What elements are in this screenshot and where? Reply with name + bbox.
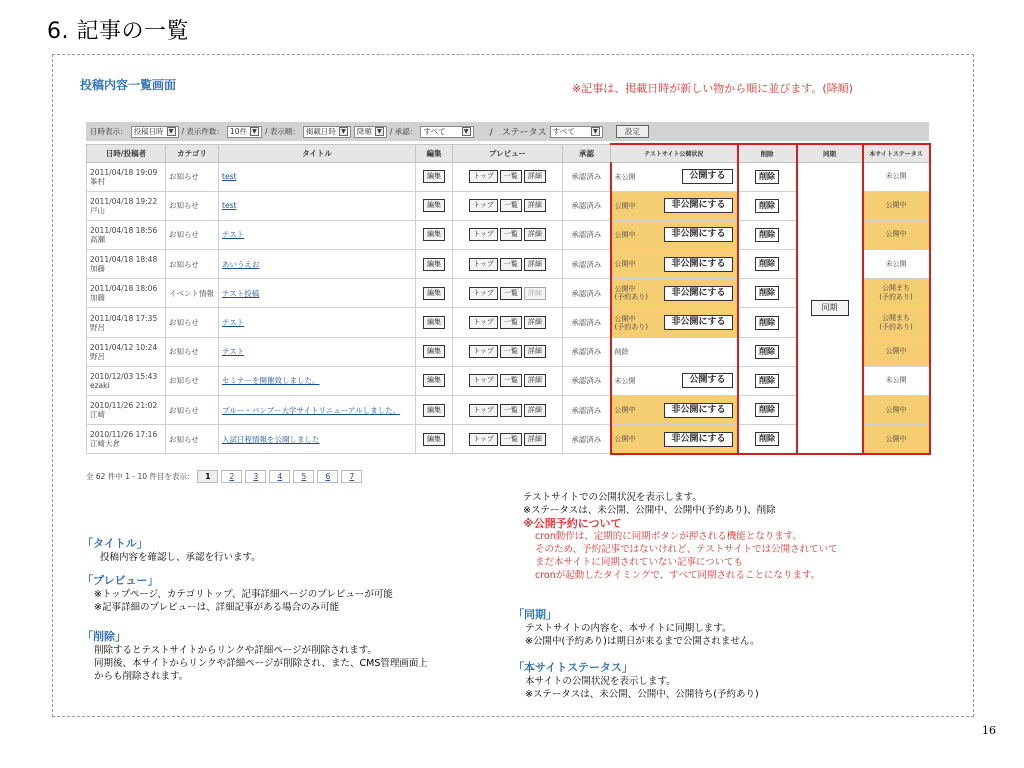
edit-button[interactable]: 編集 — [423, 228, 445, 241]
approval-label: / 承認： — [389, 127, 418, 136]
delete-cell — [738, 308, 797, 337]
preview-cell — [453, 162, 563, 191]
edit-button[interactable]: 編集 — [423, 170, 445, 183]
post-date: 2011/04/12 10:24 — [90, 342, 158, 352]
order-value: 掲載日時 — [305, 127, 336, 136]
date-display-select[interactable] — [131, 126, 179, 138]
delete-cell — [738, 162, 797, 191]
preview-top-button[interactable]: トップ — [469, 258, 498, 271]
preview-top-button[interactable]: トップ — [469, 374, 498, 387]
test-site-status-cell — [611, 366, 738, 395]
approval-cell: 承認済み — [563, 425, 611, 454]
status-value: すべて — [552, 127, 575, 136]
title-cell — [219, 191, 416, 220]
delete-button[interactable]: 削除 — [755, 286, 779, 300]
date-author-cell — [87, 162, 166, 191]
test-site-status: 未公開 — [614, 376, 636, 385]
chevron-down-icon: ▼ — [250, 127, 259, 136]
edit-cell — [416, 308, 453, 337]
order-label: / 表示順： — [264, 127, 300, 136]
preview-cell — [453, 191, 563, 220]
delete-button[interactable]: 削除 — [755, 228, 779, 242]
article-title-link[interactable]: テスト — [222, 347, 245, 357]
post-date: 2011/04/18 19:09 — [90, 167, 158, 177]
preview-top-button[interactable]: トップ — [469, 170, 498, 183]
edit-cell — [416, 337, 453, 366]
preview-list-button[interactable]: 一覧 — [500, 170, 522, 183]
post-author: 野呂 — [90, 322, 105, 332]
post-date: 2010/11/26 21:02 — [90, 401, 158, 411]
category-cell: お知らせ — [166, 308, 219, 337]
preview-top-button[interactable]: トップ — [469, 199, 498, 212]
header-title: タイトル — [219, 144, 416, 162]
site-status-cell — [863, 279, 930, 308]
note-line: 投稿内容を確認し、承認を行います。 — [100, 552, 261, 563]
delete-button[interactable]: 削除 — [755, 403, 779, 417]
site-status-cell — [863, 396, 930, 425]
test-publish-toggle-button[interactable]: 公開する — [682, 373, 732, 388]
edit-cell — [416, 220, 453, 249]
post-date: 2011/04/18 17:35 — [90, 313, 158, 323]
preview-detail-button: 詳細 — [524, 287, 546, 300]
preview-list-button[interactable]: 一覧 — [500, 404, 522, 417]
note-line: そのため、予約記事ではないけれど、テストサイトでは公開されていて — [535, 544, 838, 555]
site-status-cell — [863, 162, 930, 191]
note-line: ※ステータスは、未公開、公開中、公開待ち(予約あり) — [525, 689, 759, 700]
note-line: 削除するとテストサイトからリンクや詳細ページが削除されます。 — [94, 645, 377, 656]
header-date[interactable]: 日時/投稿者 — [87, 144, 166, 162]
page-link[interactable]: 3 — [245, 470, 266, 483]
approval-cell: 承認済み — [563, 308, 611, 337]
post-author: 野呂 — [90, 351, 105, 361]
edit-cell — [416, 366, 453, 395]
delete-button[interactable]: 削除 — [755, 432, 779, 446]
header-category: カテゴリ — [166, 144, 219, 162]
site-status: 未公開 — [885, 376, 907, 385]
site-status-cell — [863, 425, 930, 454]
delete-button[interactable]: 削除 — [755, 345, 779, 359]
preview-list-button[interactable]: 一覧 — [500, 433, 522, 446]
approval-select[interactable] — [420, 126, 473, 138]
test-publish-toggle-button[interactable]: 非公開にする — [664, 227, 732, 242]
date-author-cell — [87, 366, 166, 395]
preview-top-button[interactable]: トップ — [469, 433, 498, 446]
test-publish-toggle-button[interactable]: 非公開にする — [664, 257, 732, 272]
site-status: 公開中 — [885, 347, 907, 356]
article-title-link[interactable]: test — [222, 201, 237, 211]
header-edit: 編集 — [416, 144, 453, 162]
delete-button[interactable]: 削除 — [755, 170, 779, 184]
test-publish-toggle-button[interactable]: 非公開にする — [664, 286, 732, 301]
preview-list-button[interactable]: 一覧 — [500, 316, 522, 329]
note-line: cronが起動したタイミングで、すべて同期されることになります。 — [535, 570, 821, 581]
page-link[interactable]: 7 — [341, 470, 362, 483]
page-link[interactable]: 1 — [197, 470, 218, 483]
post-author: 江崎 — [90, 410, 105, 420]
approval-cell: 承認済み — [563, 337, 611, 366]
delete-cell — [738, 396, 797, 425]
preview-detail-button[interactable]: 詳細 — [524, 345, 546, 358]
chevron-down-icon: ▼ — [375, 127, 384, 136]
title-cell — [219, 279, 416, 308]
test-site-status-cell — [611, 396, 738, 425]
site-status-cell — [863, 191, 930, 220]
sync-button[interactable]: 同期 — [811, 300, 849, 316]
sync-column-note — [513, 607, 933, 648]
header-delete: 削除 — [738, 144, 797, 162]
category-cell: お知らせ — [166, 366, 219, 395]
test-publish-toggle-button[interactable]: 公開する — [682, 169, 732, 184]
category-cell: お知らせ — [166, 337, 219, 366]
site-status-cell — [863, 308, 930, 337]
preview-top-button[interactable]: トップ — [469, 316, 498, 329]
test-site-status-cell — [611, 308, 738, 337]
edit-cell — [416, 191, 453, 220]
note-line: 本サイトの公開状況を表示します。 — [525, 676, 676, 687]
filter-bar — [86, 122, 929, 141]
table-header-row — [87, 144, 930, 162]
test-site-status: 公開中 — [614, 260, 636, 269]
preview-list-button[interactable]: 一覧 — [500, 199, 522, 212]
date-author-cell — [87, 337, 166, 366]
edit-button[interactable]: 編集 — [423, 404, 445, 417]
title-cell — [219, 337, 416, 366]
preview-cell — [453, 337, 563, 366]
article-title-link[interactable]: テスト — [222, 230, 245, 240]
preview-top-button[interactable]: トップ — [469, 345, 498, 358]
date-author-cell — [87, 308, 166, 337]
title-cell — [219, 250, 416, 279]
category-cell: お知らせ — [166, 220, 219, 249]
edit-cell — [416, 396, 453, 425]
note-line: ※記事詳細のプレビューは、詳細記事がある場合のみ可能 — [94, 602, 340, 613]
post-author: 加藤 — [90, 293, 105, 303]
chevron-down-icon: ▼ — [167, 127, 176, 136]
site-status-cell — [863, 337, 930, 366]
preview-detail-button[interactable]: 詳細 — [524, 316, 546, 329]
order-direction-select[interactable] — [354, 126, 387, 138]
preview-detail-button[interactable]: 詳細 — [524, 433, 546, 446]
slide-title: 6. 記事の一覧 — [47, 19, 189, 44]
test-site-status: 公開中 (予約あり) — [614, 314, 648, 331]
preview-list-button[interactable]: 一覧 — [500, 345, 522, 358]
site-status: 未公開 — [885, 172, 907, 181]
category-cell: お知らせ — [166, 250, 219, 279]
category-cell: お知らせ — [166, 191, 219, 220]
preview-list-button[interactable]: 一覧 — [500, 287, 522, 300]
note-line: テストサイトでの公開状況を表示します。 — [523, 492, 702, 503]
chevron-down-icon: ▼ — [591, 127, 600, 136]
test-site-status: 未公開 — [614, 172, 636, 181]
edit-cell — [416, 162, 453, 191]
preview-list-button[interactable]: 一覧 — [500, 374, 522, 387]
pagination-summary: 全 62 件中 1 - 10 件目を表示： — [86, 472, 195, 481]
date-display-label: 日時表示： — [90, 127, 128, 136]
header-site-status: 本サイトステータス — [863, 144, 930, 162]
post-author: 加藤 — [90, 264, 105, 274]
date-display-value: 投稿日時 — [133, 127, 164, 136]
post-author: 江崎大倉 — [90, 439, 120, 449]
page-link[interactable]: 4 — [269, 470, 290, 483]
title-column-note — [82, 536, 502, 564]
title-cell — [219, 396, 416, 425]
edit-cell — [416, 250, 453, 279]
table-row — [87, 162, 930, 191]
header-sync: 同期 — [797, 144, 863, 162]
test-site-status-cell — [611, 191, 738, 220]
pagination — [86, 470, 362, 483]
preview-top-button[interactable]: トップ — [469, 228, 498, 241]
approval-value: すべて — [423, 127, 446, 136]
post-author: 戸山 — [90, 205, 105, 215]
date-author-cell — [87, 191, 166, 220]
note-line: cron動作は、定期的に同期ボタンが押される機能となります。 — [535, 531, 802, 542]
post-author: 高瀬 — [90, 234, 105, 244]
note-line: テストサイトの内容を、本サイトに同期します。 — [525, 623, 732, 634]
test-site-status: 公開中 — [614, 230, 636, 239]
date-author-cell — [87, 220, 166, 249]
date-author-cell — [87, 396, 166, 425]
article-title-link[interactable]: セミナーを開催致しました。 — [222, 376, 320, 386]
site-status: 公開中 — [885, 434, 907, 443]
test-site-status: 公開中 — [614, 201, 636, 210]
date-author-cell — [87, 250, 166, 279]
test-site-status-cell — [611, 279, 738, 308]
note-heading: 「本サイトステータス」 — [513, 661, 633, 674]
approval-cell: 承認済み — [563, 279, 611, 308]
preview-detail-button[interactable]: 詳細 — [524, 258, 546, 271]
edit-button[interactable]: 編集 — [423, 374, 445, 387]
test-publish-toggle-button[interactable]: 非公開にする — [664, 315, 732, 330]
site-status: 未公開 — [885, 259, 907, 268]
order-direction-value: 降順 — [356, 127, 372, 136]
title-cell — [219, 162, 416, 191]
article-title-link[interactable]: あいうえお — [222, 259, 260, 269]
preview-cell — [453, 279, 563, 308]
title-cell — [219, 220, 416, 249]
note-heading: 「削除」 — [82, 630, 126, 643]
site-status-cell — [863, 220, 930, 249]
test-site-status-cell — [611, 162, 738, 191]
approval-cell: 承認済み — [563, 396, 611, 425]
sync-cell — [797, 162, 863, 454]
date-author-cell — [87, 279, 166, 308]
test-publish-toggle-button[interactable]: 非公開にする — [664, 432, 732, 447]
page-number: 16 — [982, 724, 996, 737]
category-cell: イベント情報 — [166, 279, 219, 308]
test-site-status: 公開中 (予約あり) — [614, 285, 648, 302]
title-cell — [219, 366, 416, 395]
count-value: 10件 — [229, 127, 247, 136]
preview-top-button[interactable]: トップ — [469, 287, 498, 300]
approval-cell: 承認済み — [563, 191, 611, 220]
site-status: 公開中 — [885, 405, 907, 414]
preview-detail-button[interactable]: 詳細 — [524, 374, 546, 387]
preview-column-note — [82, 573, 502, 614]
site-status: 公開中 — [885, 201, 907, 210]
edit-button[interactable]: 編集 — [423, 433, 445, 446]
test-site-status: 公開中 — [614, 435, 636, 444]
preview-cell — [453, 425, 563, 454]
approval-cell: 承認済み — [563, 250, 611, 279]
chevron-down-icon: ▼ — [339, 127, 348, 136]
post-date: 2011/04/18 18:56 — [90, 225, 158, 235]
delete-cell — [738, 366, 797, 395]
preview-cell — [453, 396, 563, 425]
approval-cell: 承認済み — [563, 162, 611, 191]
delete-button[interactable]: 削除 — [755, 199, 779, 213]
delete-cell — [738, 337, 797, 366]
preview-detail-button[interactable]: 詳細 — [524, 228, 546, 241]
approval-cell: 承認済み — [563, 220, 611, 249]
chevron-down-icon: ▼ — [462, 127, 471, 136]
test-site-status-cell — [611, 220, 738, 249]
article-title-link[interactable]: テスト — [222, 318, 245, 328]
article-title-link[interactable]: ブルー・バンブー大学サイトリニューアルしました。 — [222, 405, 401, 415]
site-status-cell — [863, 250, 930, 279]
delete-button[interactable]: 削除 — [755, 257, 779, 271]
note-heading: 「プレビュー」 — [82, 574, 159, 587]
note-line: まだ本サイトに同期されていない記事についても — [535, 557, 744, 568]
post-date: 2010/11/26 17:16 — [90, 430, 158, 440]
test-site-note — [523, 491, 943, 582]
note-line: 同期後、本サイトからリンクや詳細ページが削除され、また、CMS管理画面上 — [94, 658, 428, 669]
post-date: 2011/04/18 18:48 — [90, 255, 158, 265]
article-title-link[interactable]: テスト投稿 — [222, 288, 260, 298]
status-label: / ステータス — [489, 128, 547, 138]
test-site-status: 公開中 — [614, 406, 636, 415]
edit-button[interactable]: 編集 — [423, 287, 445, 300]
test-site-status: 削除 — [614, 347, 629, 356]
preview-detail-button[interactable]: 詳細 — [524, 170, 546, 183]
reservation-note-heading: ※公開予約について — [523, 517, 622, 530]
preview-list-button[interactable]: 一覧 — [500, 258, 522, 271]
delete-cell — [738, 425, 797, 454]
preview-cell — [453, 366, 563, 395]
post-author: 峯村 — [90, 176, 105, 186]
date-author-cell — [87, 425, 166, 454]
edit-button[interactable]: 編集 — [423, 199, 445, 212]
note-line: からも削除されます。 — [94, 671, 189, 682]
category-cell: お知らせ — [166, 425, 219, 454]
delete-button[interactable]: 削除 — [755, 374, 779, 388]
header-preview: プレビュー — [453, 144, 563, 162]
site-status: 公開まち (予約あり) — [879, 313, 913, 331]
preview-cell — [453, 308, 563, 337]
edit-button[interactable]: 編集 — [423, 345, 445, 358]
site-status-column-note — [513, 660, 933, 701]
category-cell: お知らせ — [166, 396, 219, 425]
approval-cell: 承認済み — [563, 366, 611, 395]
site-status: 公開まち (予約あり) — [879, 284, 913, 302]
delete-cell — [738, 250, 797, 279]
page-link[interactable]: 5 — [293, 470, 314, 483]
order-select[interactable] — [303, 126, 351, 138]
post-date: 2011/04/18 18:06 — [90, 284, 158, 294]
preview-detail-button[interactable]: 詳細 — [524, 199, 546, 212]
post-date: 2010/12/03 15:43 — [90, 371, 158, 381]
preview-list-button[interactable]: 一覧 — [500, 228, 522, 241]
note-line: ※ステータスは、未公開、公開中、公開中(予約あり)、削除 — [523, 505, 776, 516]
site-status-cell — [863, 366, 930, 395]
category-cell: お知らせ — [166, 162, 219, 191]
count-label: / 表示件数： — [181, 127, 224, 136]
articles-table — [86, 143, 931, 455]
header-test-site-status: テストサイト公開状況 — [611, 144, 738, 162]
delete-cell — [738, 220, 797, 249]
delete-cell — [738, 191, 797, 220]
note-heading: 「同期」 — [513, 608, 557, 621]
count-select[interactable] — [227, 126, 262, 138]
test-site-status-cell — [611, 425, 738, 454]
note-line: ※トップページ、カテゴリトップ、記事詳細ページのプレビューが可能 — [94, 589, 393, 600]
edit-button[interactable]: 編集 — [423, 316, 445, 329]
article-title-link[interactable]: test — [222, 172, 237, 182]
title-cell — [219, 308, 416, 337]
preview-cell — [453, 220, 563, 249]
edit-button[interactable]: 編集 — [423, 258, 445, 271]
page-link[interactable]: 6 — [317, 470, 338, 483]
test-site-status-cell — [611, 337, 738, 366]
preview-cell — [453, 250, 563, 279]
test-publish-toggle-button[interactable]: 非公開にする — [664, 403, 732, 418]
title-cell — [219, 425, 416, 454]
order-note: ※記事は、掲載日時が新しい物から順に並びます。(降順) — [572, 82, 853, 95]
test-site-status-cell — [611, 250, 738, 279]
delete-cell — [738, 279, 797, 308]
screen-title: 投稿内容一覧画面 — [80, 78, 177, 92]
note-heading: 「タイトル」 — [82, 537, 148, 550]
page-link[interactable]: 2 — [221, 470, 242, 483]
apply-filter-button[interactable]: 設定 — [616, 125, 649, 138]
note-line: ※公開中(予約あり)は期日が来るまで公開されません。 — [525, 636, 760, 647]
header-approval: 承認 — [563, 144, 611, 162]
preview-top-button[interactable]: トップ — [469, 404, 498, 417]
delete-column-note — [82, 629, 502, 683]
delete-button[interactable]: 削除 — [755, 316, 779, 330]
edit-cell — [416, 425, 453, 454]
status-select[interactable] — [550, 126, 603, 138]
article-title-link[interactable]: 入試日程情報を公開しました — [222, 434, 320, 444]
edit-cell — [416, 279, 453, 308]
post-date: 2011/04/18 19:22 — [90, 196, 158, 206]
site-status: 公開中 — [885, 230, 907, 239]
post-author: ezaki — [90, 380, 110, 390]
preview-detail-button[interactable]: 詳細 — [524, 404, 546, 417]
test-publish-toggle-button[interactable]: 非公開にする — [664, 198, 732, 213]
